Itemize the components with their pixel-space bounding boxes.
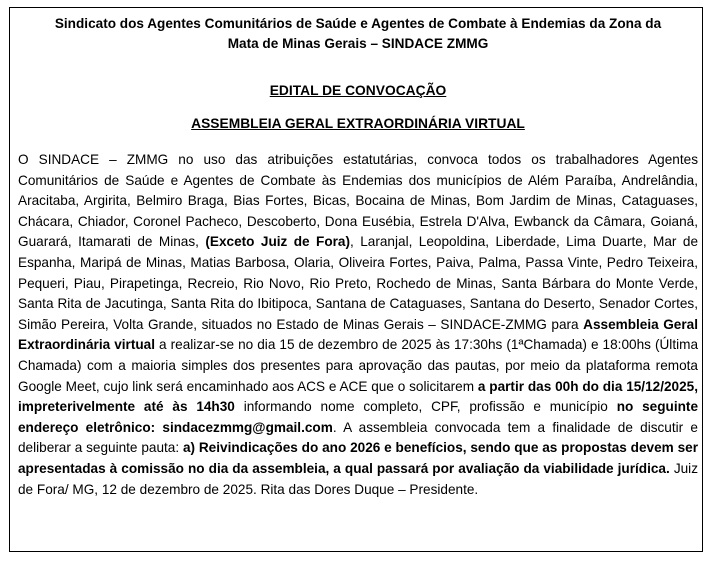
- union-name-line-2: Mata de Minas Gerais – SINDACE ZMMG: [227, 36, 489, 51]
- body-text-1: O SINDACE – ZMMG no uso das atribuições estatutárias, convoca todos os trabalhadores Agentes Comunitários de Saúde e Agentes de Combate às Endemias dos municípios de Além Paraíba, Andrelândia, Aracitaba, Argirita, Belmiro Braga, Bias Fortes, Bicas, Bocaina de Minas, Bom Jardim de Minas, Cataguases, Chácara, Chiador, Coronel Pacheco, Descoberto, Dona Eusébia, Estrela D'Alva, Ewbanck da Câmara, Goianá, Guarará, Itamarati de Minas,: [18, 152, 698, 250]
- notice-document: [18, 14, 698, 500]
- notice-title: EDITAL DE CONVOCAÇÃO: [269, 83, 447, 98]
- notice-body: [18, 150, 698, 500]
- signature-line: Juiz de Fora/ MG, 12 de dezembro de 2025. Rita das Dores Duque – Presidente.: [18, 460, 698, 497]
- union-name-line-1: Sindicato dos Agentes Comunitários de Saúde e Agentes de Combate à Endemias da Zona da: [54, 16, 662, 31]
- assembly-type: Assembleia Geral Extraordinária virtual: [18, 316, 698, 353]
- body-text-4: informando nome completo, CPF, profissão e município: [243, 399, 608, 415]
- body-text-3: a realizar-se no dia 15 de dezembro de 2025 às 17:30hs (1ªChamada) e 18:00hs (Última Chamada) com a maioria simples dos presentes para aprovação das pautas, por meio da plataforma remota Google Meet, cujo link será encaminhado aos ACS e ACE que o solicitarem: [18, 337, 699, 394]
- request-deadline: a partir das 00h do dia 15/12/2025, impreterivelmente até às 14h30: [18, 378, 698, 415]
- exception-note: (Exceto Juiz de Fora): [205, 234, 351, 250]
- body-text-5: . A assembleia convocada tem a finalidade de discutir e deliberar a seguinte pauta:: [18, 419, 698, 456]
- agenda-item: a) Reivindicações do ano 2026 e benefícios, sendo que as propostas devem ser apresentadas à comissão no dia da assembleia, a qual passará por avaliação da viabilidade jurídica.: [18, 440, 698, 476]
- assembly-title: ASSEMBLEIA GERAL EXTRAORDINÁRIA VIRTUAL: [191, 116, 525, 131]
- body-text-2: , Laranjal, Leopoldina, Liberdade, Lima Duarte, Mar de Espanha, Maripá de Minas, Matias Barbosa, Olaria, Oliveira Fortes, Paiva, Palma, Passa Vinte, Pedro Teixeira, Pequeri, Piau, Pirapetinga, Recreio, Rio Novo, Rio Preto, Rochedo de Minas, Santa Bárbara do Monte Verde, Santa Rita de Jacutinga, Santa Rita do Ibitipoca, Santana de Cataguases, Santana do Deserto, Senador Cortes, Simão Pereira, Volta Grande, situados no Estado de Minas Gerais – SINDACE-ZMMG para: [18, 234, 698, 332]
- email-address: no seguinte endereço eletrônico: sindacezmmg@gmail.com: [18, 399, 699, 435]
- union-header: [24, 14, 692, 54]
